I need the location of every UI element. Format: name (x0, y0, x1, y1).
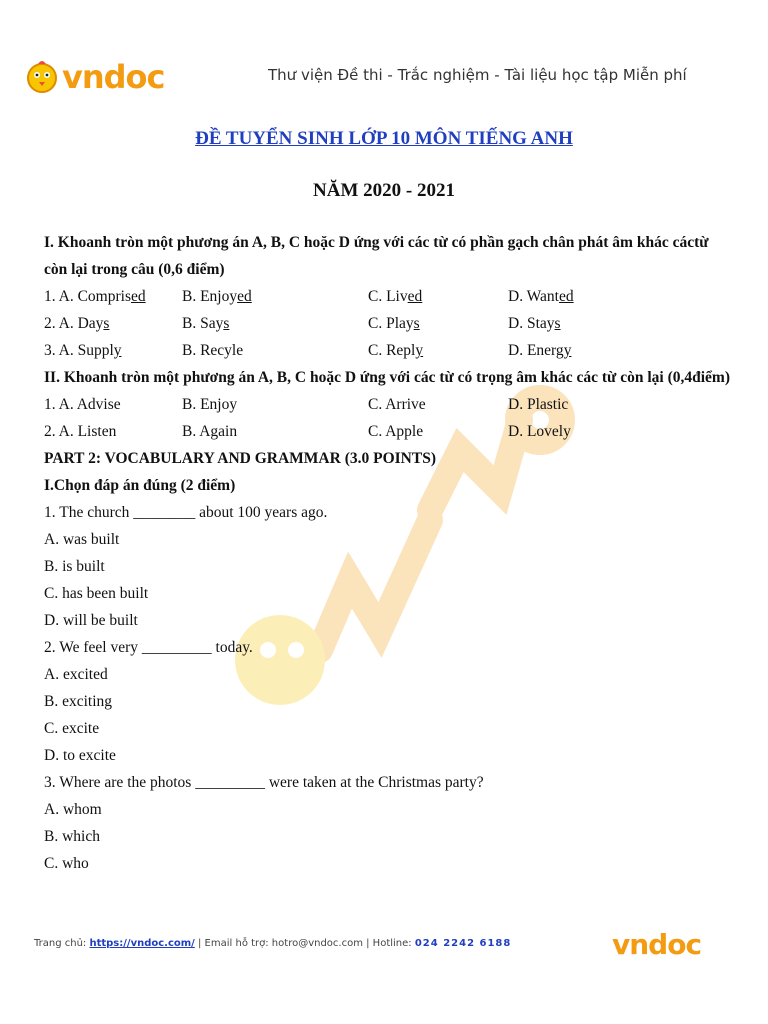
option: D. Energy (508, 342, 572, 359)
footer-home-link[interactable]: https://vndoc.com/ (89, 938, 195, 949)
option: 1. A. Comprised (44, 288, 146, 305)
option: B. Recyle (182, 342, 244, 359)
option: C. Plays (368, 315, 420, 332)
option: 3. A. Supply (44, 342, 122, 359)
document-year: NĂM 2020 - 2021 (313, 180, 455, 201)
answer-option: A. excited (44, 666, 108, 683)
answer-option: C. has been built (44, 585, 149, 602)
answer-option: A. was built (44, 531, 120, 548)
answer-option: C. who (44, 855, 89, 872)
option: B. Says (182, 315, 230, 332)
option: 2. A. Listen (44, 423, 117, 440)
document-title: ĐỀ TUYỂN SINH LỚP 10 MÔN TIẾNG ANH (195, 128, 573, 149)
option: D. Stays (508, 315, 561, 332)
answer-option: D. will be built (44, 612, 138, 629)
vndoc-logo[interactable] (22, 56, 182, 100)
option: C. Reply (368, 342, 424, 359)
option: D. Lovely (508, 423, 571, 440)
answer-option: A. whom (44, 801, 102, 818)
option: C. Apple (368, 423, 424, 440)
answer-option: B. exciting (44, 693, 113, 710)
section2-heading: II. Khoanh tròn một phương án A, B, C hoặc D ứng với các từ có trọng âm khác các từ còn lại (0,4điểm) (44, 369, 731, 386)
chick-mascot-icon (22, 56, 62, 96)
section1-heading: I. Khoanh tròn một phương án A, B, C hoặc D ứng với các từ có phần gạch chân phát âm khác cáctừ còn lại trong câu (0,6 điểm) (44, 234, 709, 278)
option: D. Plastic (508, 396, 569, 413)
exam-content (44, 229, 734, 877)
option: 1. A. Advise (44, 396, 121, 413)
question-line: 3. Where are the photos _________ were taken at the Christmas party? (44, 774, 484, 791)
footer-logo[interactable]: vndoc (612, 928, 702, 961)
question-line: 2. We feel very _________ today. (44, 639, 253, 656)
pronunciation-row (44, 310, 734, 337)
part2-subheading: I.Chọn đáp án đúng (2 điểm) (44, 477, 236, 494)
stress-row (44, 391, 734, 418)
pronunciation-row (44, 283, 734, 310)
stress-row (44, 418, 734, 445)
site-tagline: Thư viện Đề thi - Trắc nghiệm - Tài liệu học tập Miễn phí (268, 66, 687, 84)
option: D. Wanted (508, 288, 574, 305)
option: C. Lived (368, 288, 423, 305)
option: 2. A. Days (44, 315, 110, 332)
option: C. Arrive (368, 396, 426, 413)
option: B. Again (182, 423, 238, 440)
answer-option: D. to excite (44, 747, 116, 764)
part2-heading: PART 2: VOCABULARY AND GRAMMAR (3.0 POINTS) (44, 450, 436, 467)
option: B. Enjoyed (182, 288, 252, 305)
pronunciation-row (44, 337, 734, 364)
answer-option: B. is built (44, 558, 105, 575)
footer-hotline: 024 2242 6188 (414, 938, 512, 949)
footer-email-text: | Email hỗ trợ: hotro@vndoc.com | Hotline: (194, 938, 415, 949)
option: B. Enjoy (182, 396, 238, 413)
answer-option: C. excite (44, 720, 100, 737)
answer-option: B. which (44, 828, 100, 845)
page-header (0, 0, 768, 110)
logo-text: vndoc (62, 58, 165, 96)
page-footer (34, 938, 511, 949)
footer-home-label: Trang chủ: (34, 938, 90, 949)
question-line: 1. The church ________ about 100 years ago. (44, 504, 328, 521)
